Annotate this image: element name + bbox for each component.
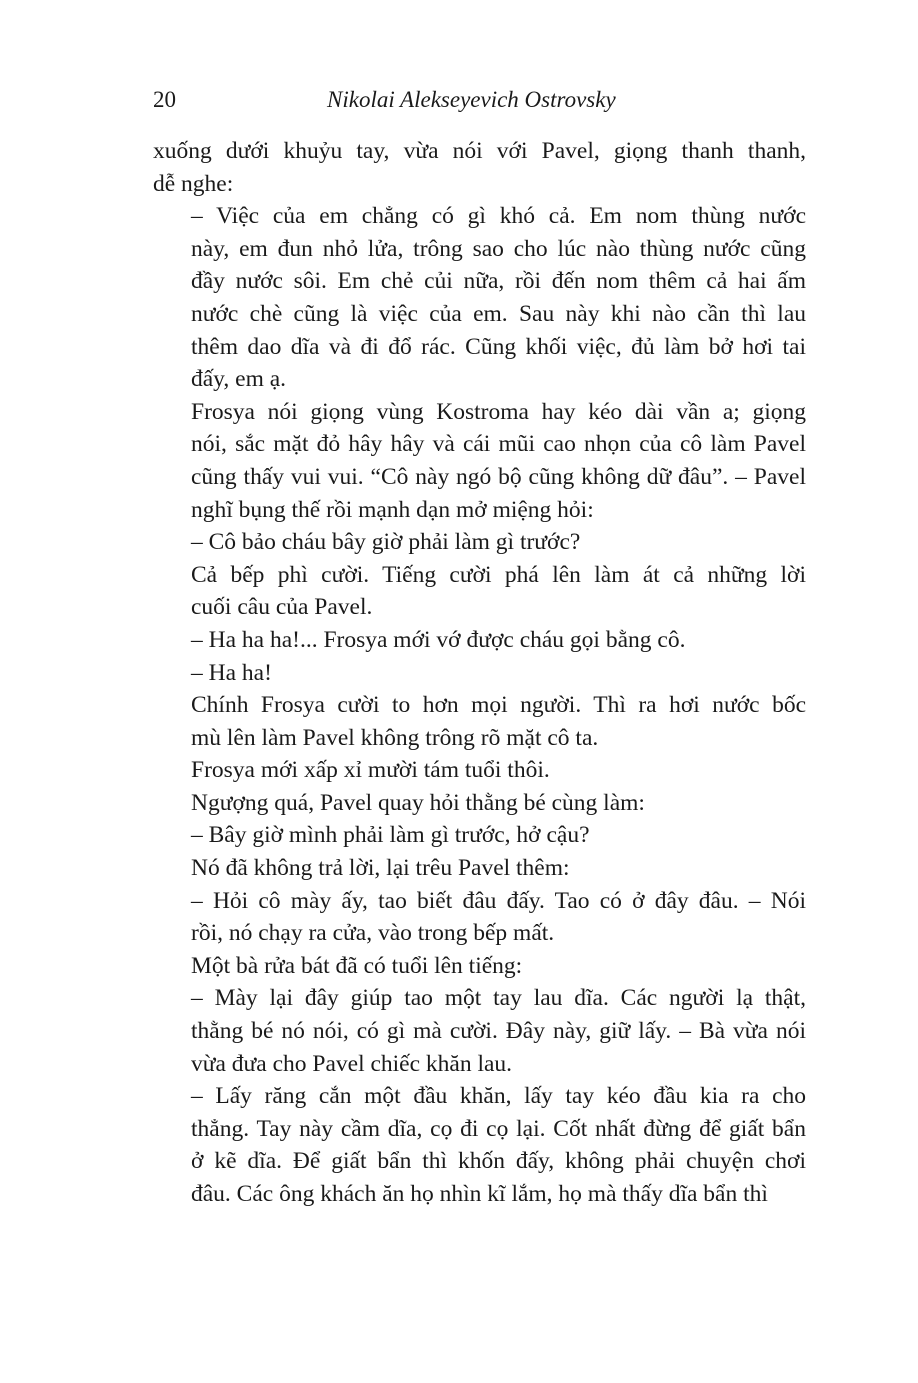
text-line: ở kẽ dĩa. Để giất bẩn thì khốn đấy, không phải chuyện chơi (191, 1148, 806, 1175)
text-line: – Bây giờ mình phải làm gì trước, hở cậu? (191, 822, 590, 849)
paragraph (153, 135, 806, 200)
text-line: thằng bé nó nói, có gì mà cười. Đây này, giữ lấy. – Bà vừa nói (191, 1018, 806, 1045)
text-line: Frosya nói giọng vùng Kostroma hay kéo dài vần a; giọng (191, 398, 806, 425)
text-line: đâu. Các ông khách ăn họ nhìn kĩ lắm, họ mà thấy dĩa bẩn thì (191, 1181, 768, 1207)
text-line: – Ha ha ha!... Frosya mới vớ được cháu gọi bằng cô. (191, 626, 686, 653)
text-line: nghĩ bụng thế rồi mạnh dạn mở miệng hỏi: (191, 496, 594, 523)
paragraph (153, 559, 806, 624)
text-line: nước chè cũng là việc của em. Sau này khi nào cần thì lau (191, 300, 806, 327)
text-line: cũng thấy vui vui. “Cô này ngó bộ cũng không dữ đâu”. – Pavel (191, 463, 806, 490)
text-line: Chính Frosya cười to hơn mọi người. Thì ra hơi nước bốc (191, 692, 806, 719)
paragraph (153, 885, 806, 950)
paragraph (153, 982, 806, 1080)
text-line: Ngượng quá, Pavel quay hỏi thằng bé cùng làm: (191, 789, 645, 816)
paragraph (153, 200, 806, 396)
paragraph (153, 950, 806, 983)
text-line: xuống dưới khuỷu tay, vừa nói với Pavel, giọng thanh thanh, (153, 138, 806, 164)
text-line: – Mày lại đây giúp tao một tay lau dĩa. Các người lạ thật, (191, 985, 806, 1012)
text-line: nói, sắc mặt đỏ hây hây và cái mũi cao nhọn của cô làm Pavel (191, 431, 806, 458)
paragraph (153, 689, 806, 754)
paragraph (153, 852, 806, 885)
text-line: rồi, nó chạy ra cửa, vào trong bếp mất. (191, 920, 555, 947)
paragraph (153, 657, 806, 690)
paragraph (153, 819, 806, 852)
text-line: Một bà rửa bát đã có tuổi lên tiếng: (191, 952, 523, 979)
text-line: thêm dao dĩa và đi đổ rác. Cũng khối việc, đủ làm bở hơi tai (191, 333, 806, 360)
text-line: vừa đưa cho Pavel chiếc khăn lau. (191, 1050, 513, 1077)
text-line: – Việc của em chẳng có gì khó cả. Em nom thùng nước (191, 203, 806, 230)
text-line: này, em đun nhỏ lửa, trông sao cho lúc nào thùng nước cũng (191, 235, 806, 262)
running-title: Nikolai Alekseyevich Ostrovsky (327, 87, 616, 112)
text-line: – Ha ha! (191, 659, 272, 686)
text-line: đầy nước sôi. Em chẻ củi nữa, rồi đến nom thêm cả hai ấm (191, 268, 806, 295)
page-number: 20 (153, 87, 176, 112)
paragraph (153, 754, 806, 787)
text-line: – Hỏi cô mày ấy, tao biết đâu đấy. Tao có ở đây đâu. – Nói (191, 887, 806, 914)
text-line: mù lên làm Pavel không trông rõ mặt cô ta. (191, 724, 599, 751)
paragraph (153, 1080, 806, 1210)
text-line: dễ nghe: (153, 170, 234, 197)
text-line: đấy, em ạ. (191, 366, 287, 393)
text-line: – Cô bảo cháu bây giờ phải làm gì trước? (191, 529, 581, 556)
text-line: cuối câu của Pavel. (191, 594, 373, 621)
paragraph (153, 624, 806, 657)
page-header (153, 84, 806, 116)
paragraph (153, 396, 806, 526)
text-line: Cả bếp phì cười. Tiếng cười phá lên làm át cả những lời (191, 561, 806, 588)
paragraph (153, 787, 806, 820)
body-text (153, 135, 806, 1211)
text-line: thẳng. Tay này cầm dĩa, cọ đi cọ lại. Cốt nhất đừng để giất bẩn (191, 1115, 806, 1142)
paragraph (153, 526, 806, 559)
text-line: – Lấy răng cắn một đầu khăn, lấy tay kéo đầu kia ra cho (191, 1083, 806, 1110)
text-line: Nó đã không trả lời, lại trêu Pavel thêm: (191, 855, 570, 882)
text-line: Frosya mới xấp xỉ mười tám tuổi thôi. (191, 757, 550, 784)
